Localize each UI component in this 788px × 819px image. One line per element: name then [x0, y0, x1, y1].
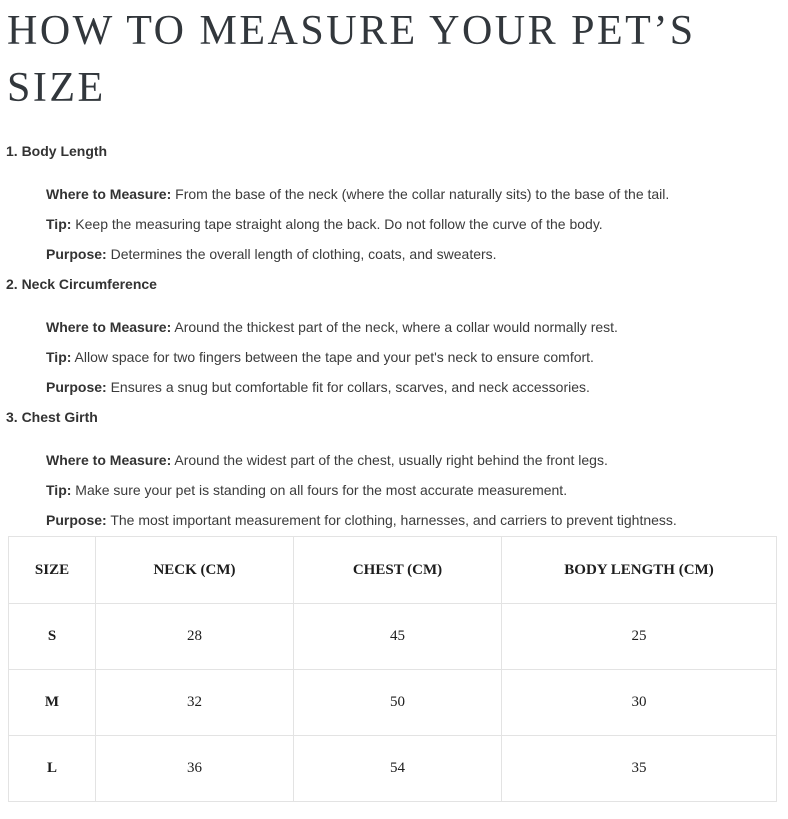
page-title: HOW TO MEASURE YOUR PET’S SIZE	[7, 8, 696, 111]
measurement-value: 32	[96, 670, 294, 736]
instruction-line	[46, 379, 782, 396]
instruction-label: Tip:	[46, 216, 72, 232]
instruction-text: Around the thickest part of the neck, where a collar would normally rest.	[174, 319, 618, 335]
size-chart-header-row	[9, 537, 777, 604]
size-label: S	[9, 604, 96, 670]
instruction-label: Purpose:	[46, 512, 107, 528]
instruction-text: From the base of the neck (where the collar naturally sits) to the base of the tail.	[175, 186, 670, 202]
section-body	[6, 186, 782, 263]
instruction-line	[46, 319, 782, 336]
measurement-value: 28	[96, 604, 294, 670]
instruction-label: Where to Measure:	[46, 319, 172, 335]
instruction-label: Where to Measure:	[46, 452, 172, 468]
table-row	[9, 670, 777, 736]
column-header: SIZE	[9, 537, 96, 604]
measurement-value: 50	[294, 670, 502, 736]
measurement-value: 54	[294, 736, 502, 802]
size-label: M	[9, 670, 96, 736]
instruction-line	[46, 246, 782, 263]
column-header: NECK (CM)	[96, 537, 294, 604]
measurement-value: 36	[96, 736, 294, 802]
instruction-line	[46, 186, 782, 203]
instruction-text: The most important measurement for clothing, harnesses, and carriers to prevent tightness.	[110, 512, 677, 528]
table-header-row	[9, 537, 777, 604]
section-body	[6, 319, 782, 396]
instruction-line	[46, 216, 782, 233]
size-label: L	[9, 736, 96, 802]
instruction-text: Keep the measuring tape straight along the back. Do not follow the curve of the body.	[75, 216, 603, 232]
instruction-label: Tip:	[46, 349, 72, 365]
column-header: CHEST (CM)	[294, 537, 502, 604]
section-heading: 3. Chest Girth	[6, 409, 98, 425]
page	[0, 3, 788, 802]
size-chart-body	[9, 604, 777, 802]
measurement-value: 45	[294, 604, 502, 670]
measurement-value: 30	[502, 670, 777, 736]
section-heading: 2. Neck Circumference	[6, 276, 157, 292]
instruction-label: Purpose:	[46, 379, 107, 395]
measurement-value: 35	[502, 736, 777, 802]
instruction-text: Around the widest part of the chest, usually right behind the front legs.	[174, 452, 608, 468]
section-body	[6, 452, 782, 529]
instruction-line	[46, 349, 782, 366]
instruction-line	[46, 512, 782, 529]
size-chart-table	[8, 536, 777, 802]
instruction-line	[46, 482, 782, 499]
instruction-text: Ensures a snug but comfortable fit for collars, scarves, and neck accessories.	[110, 379, 590, 395]
table-row	[9, 604, 777, 670]
instruction-text: Allow space for two fingers between the tape and your pet's neck to ensure comfort.	[74, 349, 594, 365]
instruction-text: Make sure your pet is standing on all fours for the most accurate measurement.	[75, 482, 568, 498]
instruction-label: Tip:	[46, 482, 72, 498]
column-header: BODY LENGTH (CM)	[502, 537, 777, 604]
table-row	[9, 736, 777, 802]
measurement-instructions	[6, 143, 782, 529]
instruction-label: Where to Measure:	[46, 186, 172, 202]
instruction-text: Determines the overall length of clothing, coats, and sweaters.	[110, 246, 497, 262]
measurement-value: 25	[502, 604, 777, 670]
instruction-label: Purpose:	[46, 246, 107, 262]
section-heading: 1. Body Length	[6, 143, 108, 159]
instruction-line	[46, 452, 782, 469]
